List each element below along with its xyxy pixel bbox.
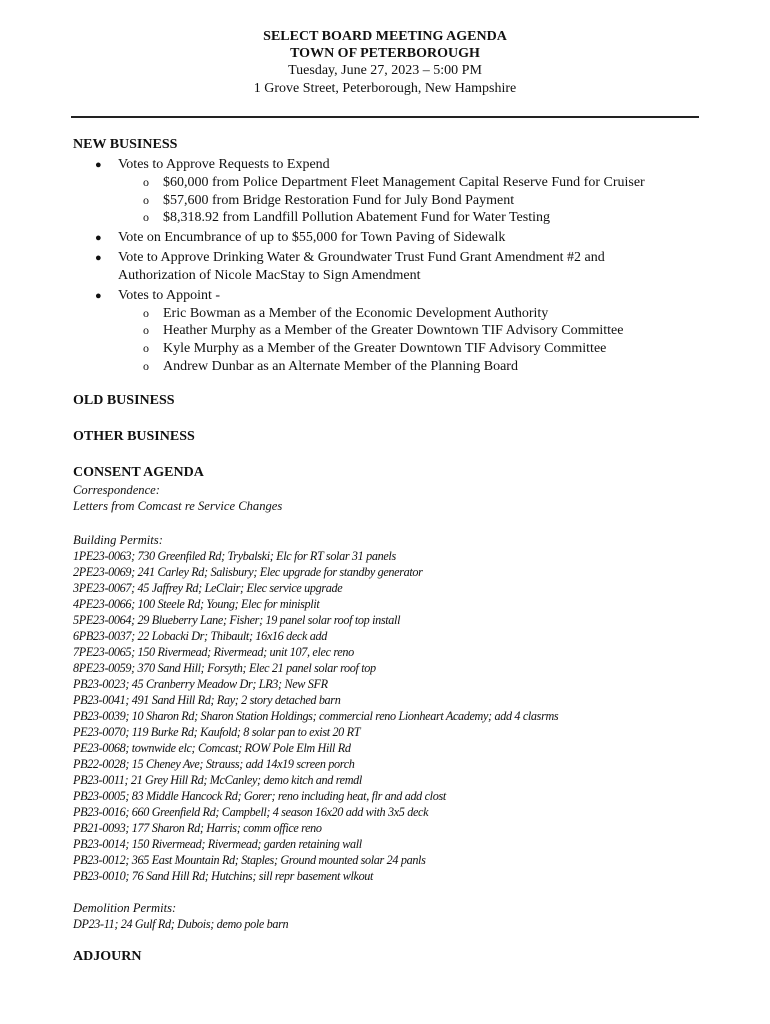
demolition-permits-label: Demolition Permits:: [73, 901, 177, 916]
circle-bullet-icon: o: [143, 340, 149, 355]
demolition-permits-list: [73, 916, 703, 932]
sublist-item-text: Kyle Murphy as a Member of the Greater Downtown TIF Advisory Committee: [163, 340, 607, 356]
permit-item: PB23-0010; 76 Sand Hill Rd; Hutchins; sill repr basement wlkout: [73, 869, 374, 884]
old-business-heading: OLD BUSINESS: [73, 393, 175, 409]
sublist-item: [118, 358, 703, 376]
permit-item: PB23-0005; 83 Middle Hancock Rd; Gorer; reno including heat, flr and add clost: [73, 789, 446, 804]
sublist-item-text: $57,600 from Bridge Restoration Fund for July Bond Payment: [163, 192, 515, 208]
permit-item: PE23-0068; townwide elc; Comcast; ROW Pole Elm Hill Rd: [73, 741, 351, 756]
circle-bullet-icon: o: [143, 323, 149, 338]
correspondence-item: Letters from Comcast re Service Changes: [73, 499, 283, 514]
permit-item: PE23-0070; 119 Burke Rd; Kaufold; 8 solar pan to exist 20 RT: [73, 725, 361, 740]
list-item: [73, 229, 703, 247]
agenda-title: SELECT BOARD MEETING AGENDA: [263, 29, 507, 44]
bullet-icon: ●: [95, 289, 102, 302]
correspondence-label: Correspondence:: [73, 483, 160, 498]
permit-item: PB23-0014; 150 Rivermead; Rivermead; garden retaining wall: [73, 837, 362, 852]
permit-item: 6PB23-0037; 22 Lobacki Dr; Thibault; 16x16 deck add: [73, 629, 327, 644]
list-item-text: Votes to Appoint -: [118, 287, 221, 303]
appoint-sublist: [118, 305, 703, 375]
sublist-item-text: $8,318.92 from Landfill Pollution Abatement Fund for Water Testing: [163, 210, 550, 226]
meeting-date: Tuesday, June 27, 2023 – 5:00 PM: [288, 63, 482, 78]
permit-item: 1PE23-0063; 730 Greenfiled Rd; Trybalski; Elc for RT solar 31 panels: [73, 549, 396, 564]
circle-bullet-icon: o: [143, 305, 149, 320]
meeting-address: 1 Grove Street, Peterborough, New Hampshire: [253, 81, 517, 96]
permit-item: 2PE23-0069; 241 Carley Rd; Salisbury; Elec upgrade for standby generator: [73, 565, 423, 580]
permit-item: PB23-0012; 365 East Mountain Rd; Staples; Ground mounted solar 24 panls: [73, 853, 426, 868]
consent-agenda-heading: CONSENT AGENDA: [73, 465, 204, 481]
list-item-text: Votes to Approve Requests to Expend: [118, 157, 330, 172]
new-business-heading: NEW BUSINESS: [73, 137, 178, 152]
sublist-item-text: Eric Bowman as a Member of the Economic Development Authority: [163, 305, 549, 321]
new-business-list: [73, 156, 703, 375]
building-permits-list: [73, 548, 703, 884]
permit-item: 7PE23-0065; 150 Rivermead; Rivermead; unit 107, elec reno: [73, 645, 354, 660]
expend-sublist: [118, 174, 703, 227]
permit-item: PB23-0039; 10 Sharon Rd; Sharon Station Holdings; commercial reno Lionheart Academy; add 4 clasrms: [73, 709, 559, 724]
agenda-body: [73, 136, 703, 966]
sublist-item-text: Heather Murphy as a Member of the Greater Downtown TIF Advisory Committee: [163, 323, 624, 339]
permit-item: 3PE23-0067; 45 Jaffrey Rd; LeClair; Elec service upgrade: [73, 581, 343, 596]
agenda-header: [0, 28, 770, 98]
sublist-item: [118, 305, 703, 323]
sublist-item: [118, 209, 703, 227]
permit-item: DP23-11; 24 Gulf Rd; Dubois; demo pole barn: [73, 917, 289, 932]
circle-bullet-icon: o: [143, 192, 149, 207]
list-item-text: Vote to Approve Drinking Water & Groundwater Trust Fund Grant Amendment #2 and: [118, 249, 605, 265]
permit-item: 5PE23-0064; 29 Blueberry Lane; Fisher; 19 panel solar roof top install: [73, 613, 401, 628]
permit-item: 4PE23-0066; 100 Steele Rd; Young; Elec for minisplit: [73, 597, 320, 612]
building-permits-label: Building Permits:: [73, 533, 163, 548]
sublist-item: [118, 322, 703, 340]
adjourn-heading: ADJOURN: [73, 949, 142, 965]
circle-bullet-icon: o: [143, 210, 149, 225]
permit-item: PB21-0093; 177 Sharon Rd; Harris; comm office reno: [73, 821, 322, 836]
permit-item: PB23-0011; 21 Grey Hill Rd; McCanley; demo kitch and remdl: [73, 773, 362, 788]
permit-item: PB23-0023; 45 Cranberry Meadow Dr; LR3; New SFR: [73, 677, 328, 692]
sublist-item: [118, 192, 703, 210]
permit-item: PB23-0041; 491 Sand Hill Rd; Ray; 2 story detached barn: [73, 693, 341, 708]
list-item: [73, 156, 703, 227]
sublist-item-text: $60,000 from Police Department Fleet Management Capital Reserve Fund for Cruiser: [163, 175, 645, 190]
sublist-item: [118, 340, 703, 358]
circle-bullet-icon: o: [143, 358, 149, 373]
permit-item: PB22-0028; 15 Cheney Ave; Strauss; add 14x19 screen porch: [73, 757, 355, 772]
town-name: TOWN OF PETERBOROUGH: [290, 46, 480, 61]
sublist-item: [118, 174, 703, 192]
list-item-text: Vote on Encumbrance of up to $55,000 for Town Paving of Sidewalk: [118, 229, 506, 245]
circle-bullet-icon: o: [143, 175, 149, 189]
bullet-icon: ●: [95, 159, 102, 171]
sublist-item-text: Andrew Dunbar as an Alternate Member of the Planning Board: [163, 358, 518, 374]
permit-item: 8PE23-0059; 370 Sand Hill; Forsyth; Elec 21 panel solar roof top: [73, 661, 376, 676]
list-item: [73, 287, 703, 375]
bullet-icon: ●: [95, 251, 102, 264]
other-business-heading: OTHER BUSINESS: [73, 429, 195, 445]
bullet-icon: ●: [95, 231, 102, 244]
permit-item: PB23-0016; 660 Greenfield Rd; Campbell; 4 season 16x20 add with 3x5 deck: [73, 805, 429, 820]
header-divider: [71, 116, 699, 118]
list-item-text: Authorization of Nicole MacStay to Sign Amendment: [118, 267, 421, 283]
list-item: [73, 249, 703, 285]
